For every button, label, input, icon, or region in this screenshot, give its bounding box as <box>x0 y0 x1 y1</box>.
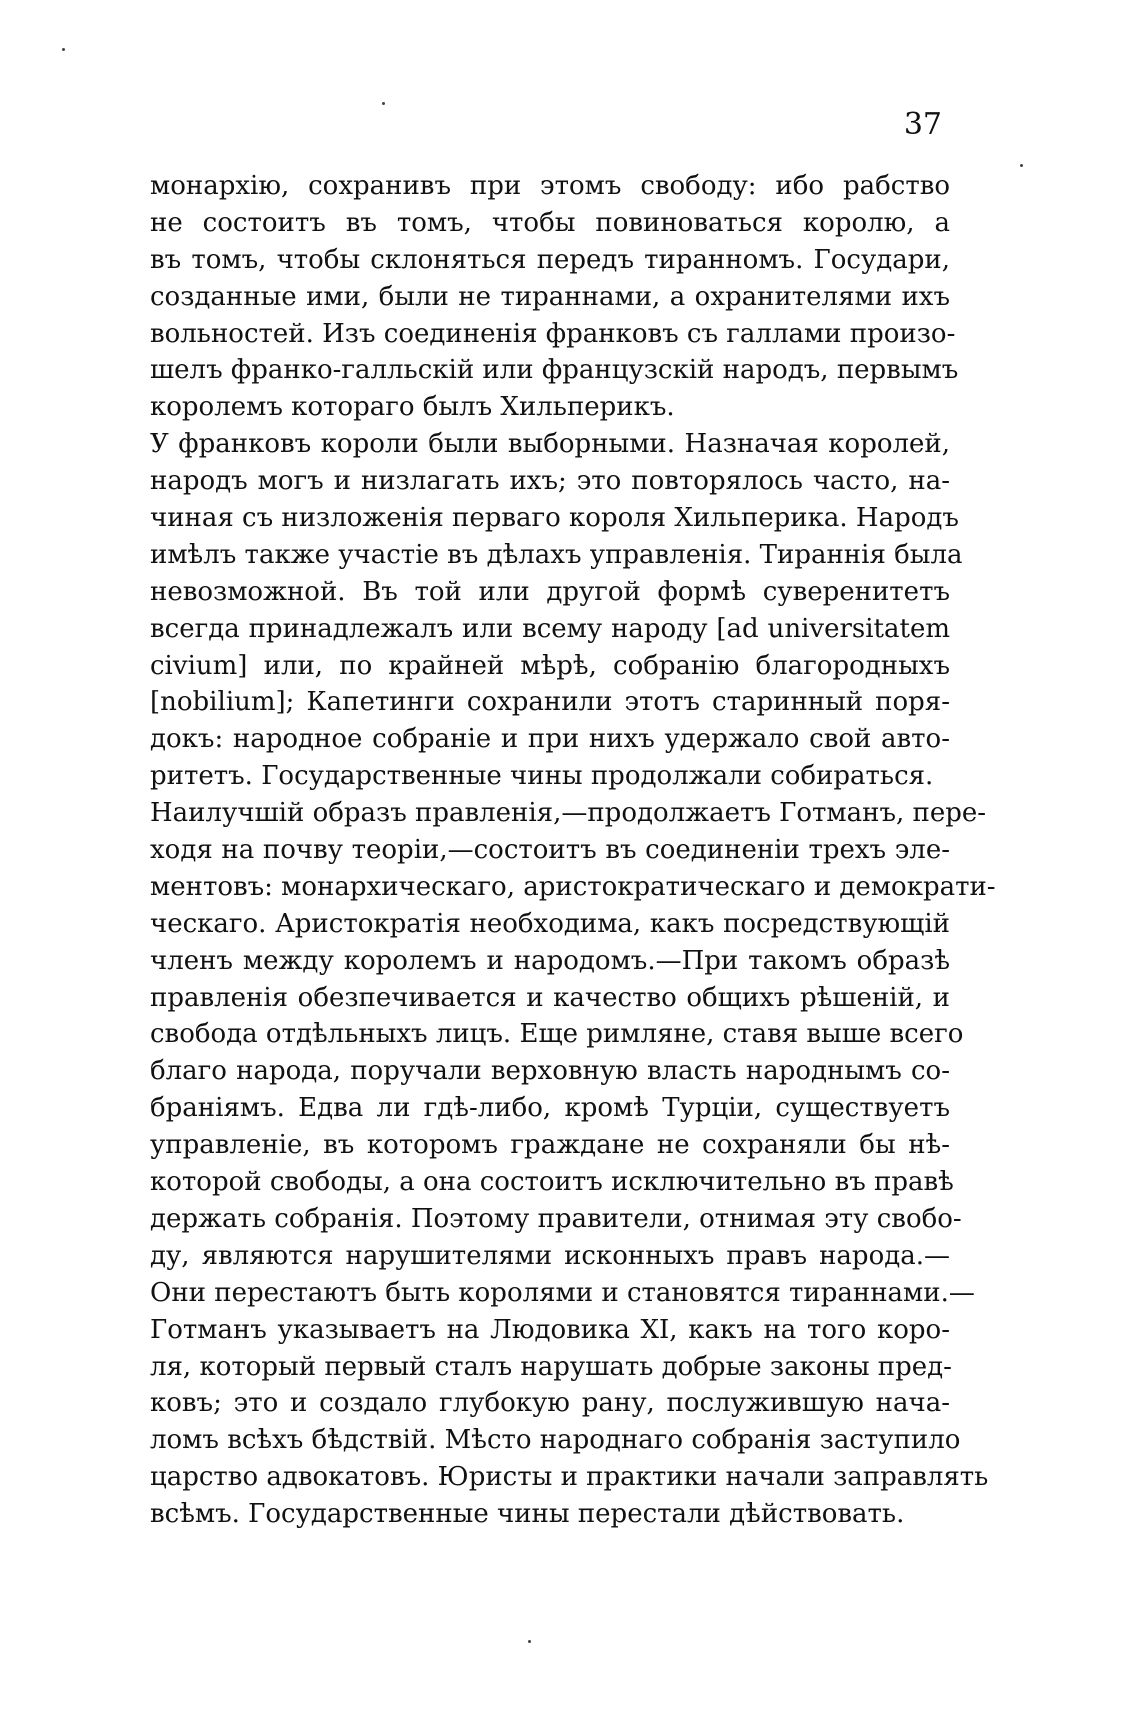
text-line: всѣмъ. Государственные чины перестали дѣйствовать. <box>150 1499 905 1530</box>
text-line: монархію, сохранивъ при этомъ свободу: ибо рабство <box>150 171 950 201</box>
text-line: членъ между королемъ и народомъ.—При такомъ образѣ <box>150 945 950 976</box>
text-line: чиная съ низложенія перваго короля Хильперика. Народъ <box>150 503 959 534</box>
text-line: управленіе, въ которомъ граждане не сохраняли бы нѣ- <box>150 1130 950 1161</box>
scan-speck <box>62 48 65 51</box>
text-line: народъ могъ и низлагать ихъ; это повторялось часто, на- <box>150 466 950 497</box>
text-line: У франковъ короли были выборными. Назначая королей, <box>150 429 950 460</box>
text-line: свобода отдѣльныхъ лицъ. Еще римляне, ставя выше всего <box>150 1019 964 1050</box>
text-line: ломъ всѣхъ бѣдствій. Мѣсто народнаго собранія заступило <box>150 1425 961 1456</box>
text-line: всегда принадлежалъ или всему народу [ad universitatem <box>150 613 950 644</box>
text-line: созданные ими, были не тираннами, а охранителями ихъ <box>150 281 950 312</box>
page-number: 37 <box>903 107 942 142</box>
text-line: Наилучшій образъ правленія,—продолжаетъ Готманъ, пере- <box>150 798 987 829</box>
scan-speck <box>1020 164 1023 167</box>
text-line: Готманъ указываетъ на Людовика XI, какъ на того коро- <box>150 1314 950 1345</box>
text-line: въ томъ, чтобы склоняться передъ тиранномъ. Государи, <box>150 244 950 275</box>
scan-speck <box>528 1640 531 1643</box>
text-line: шелъ франко-галльскій или французскій народъ, первымъ <box>150 355 959 386</box>
paragraph-2 <box>150 426 963 795</box>
text-line: ковъ; это и создало глубокую рану, послужившую нача- <box>150 1388 950 1419</box>
text-line: ментовъ: монархическаго, аристократическаго и демократи- <box>150 871 996 902</box>
text-line: ля, который первый сталъ нарушать добрые законы пред- <box>150 1351 952 1382</box>
text-line: ходя на почву теоріи,—состоитъ въ соединеніи трехъ эле- <box>150 835 950 866</box>
text-line: браніямъ. Едва ли гдѣ-либо, кромѣ Турціи, существуетъ <box>150 1093 950 1124</box>
paragraph-3 <box>150 795 996 1533</box>
text-line: докъ: народное собраніе и при нихъ удержало свой авто- <box>150 724 950 755</box>
text-line: вольностей. Изъ соединенія франковъ съ галлами произо- <box>150 318 956 349</box>
text-line: которой свободы, а она состоитъ исключительно въ правѣ <box>150 1167 954 1198</box>
text-line: ритетъ. Государственные чины продолжали собираться. <box>150 761 934 792</box>
text-line: царство адвокатовъ. Юристы и практики начали заправлять <box>150 1462 989 1493</box>
text-line: благо народа, поручали верховную власть народнымъ со- <box>150 1056 950 1087</box>
text-line: не состоитъ въ томъ, чтобы повиноваться королю, а <box>150 207 950 238</box>
text-line: правленія обезпечивается и качество общихъ рѣшеній, и <box>150 982 950 1013</box>
text-line: невозможной. Въ той или другой формѣ суверенитетъ <box>150 576 950 607</box>
text-line: civium] или, по крайней мѣрѣ, собранію благородныхъ <box>150 650 950 681</box>
body-text <box>150 168 996 1533</box>
text-line: держать собранія. Поэтому правители, отнимая эту свобо- <box>150 1203 962 1234</box>
text-line: [nobilium]; Капетинги сохранили этотъ старинный поря- <box>150 687 950 718</box>
paragraph-1 <box>150 168 959 426</box>
text-line: ческаго. Аристократія необходима, какъ посредствующій <box>150 908 950 939</box>
scan-speck <box>382 102 385 105</box>
text-line: Они перестаютъ быть королями и становятся тираннами.— <box>150 1277 975 1308</box>
text-line: королемъ котораго былъ Хильперикъ. <box>150 392 675 423</box>
text-line: имѣлъ также участіе въ дѣлахъ управленія. Тираннія была <box>150 539 963 570</box>
text-line: ду, являются нарушителями исконныхъ правъ народа.— <box>150 1240 950 1271</box>
